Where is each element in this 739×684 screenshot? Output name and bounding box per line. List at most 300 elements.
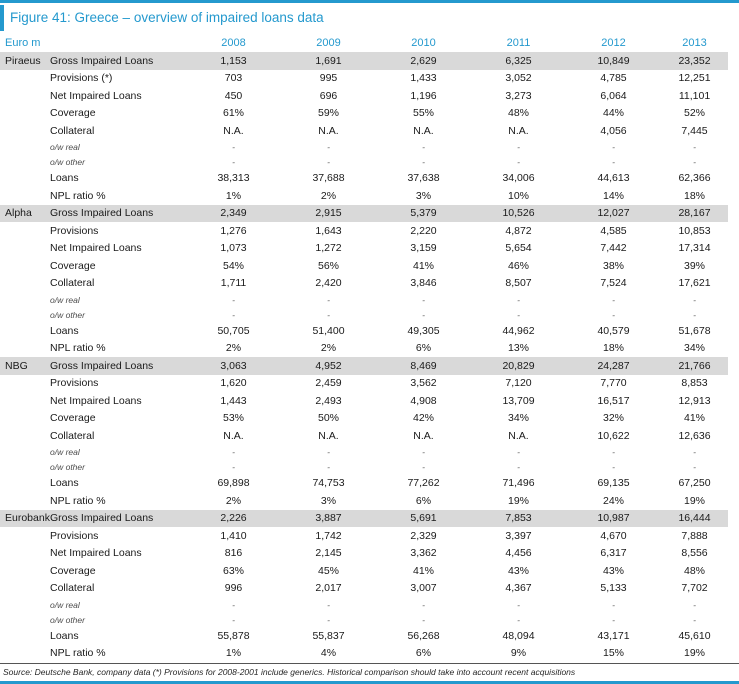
- value-cell: 67,250: [678, 477, 711, 490]
- bank-name: [0, 460, 50, 475]
- bank-name: [0, 475, 50, 493]
- value-cell: 71,496: [502, 477, 535, 490]
- value-cell: 37,688: [312, 172, 345, 185]
- bank-name: [0, 612, 50, 627]
- row-label: Collateral: [50, 124, 95, 137]
- bank-name: [0, 562, 50, 580]
- value-cell: N.A.: [508, 429, 529, 442]
- impaired-loans-table: [0, 33, 728, 662]
- row-label: o/w real: [50, 142, 80, 152]
- value-cell: 8,507: [505, 277, 532, 290]
- value-cell: 450: [224, 89, 243, 102]
- value-cell: 59%: [317, 107, 339, 120]
- source-note: Source: Deutsche Bank, company data (*) Provisions for 2008-2001 include generics. Historical comparison should take into account recent acquisitions: [3, 667, 576, 677]
- value-cell: -: [422, 462, 425, 472]
- value-cell: 13%: [507, 342, 529, 355]
- value-cell: 18%: [602, 342, 624, 355]
- value-cell: 8,556: [681, 547, 708, 560]
- value-cell: 23,352: [661, 52, 728, 70]
- table-row: [0, 475, 728, 493]
- value-cell: 2,226: [186, 510, 281, 528]
- value-cell: -: [422, 309, 425, 320]
- value-cell: -: [422, 614, 425, 625]
- row-label: o/w real: [50, 294, 80, 305]
- value-cell: 12,251: [678, 72, 711, 85]
- value-cell: -: [327, 599, 330, 610]
- value-cell: N.A.: [318, 124, 339, 137]
- year-header: 2012: [601, 36, 626, 49]
- bank-name: [0, 87, 50, 105]
- bank-name: [0, 275, 50, 293]
- table-row: [0, 307, 728, 322]
- value-cell: 3,273: [505, 89, 532, 102]
- value-cell: 2,420: [315, 277, 342, 290]
- value-cell: 4,670: [600, 529, 627, 542]
- value-cell: -: [693, 157, 696, 167]
- value-cell: 1,443: [220, 394, 247, 407]
- value-cell: -: [232, 599, 235, 610]
- bank-name: [0, 122, 50, 140]
- row-label: o/w other: [50, 309, 85, 320]
- value-cell: -: [232, 142, 235, 152]
- bank-name: Alpha: [0, 205, 50, 223]
- row-label: NPL ratio %: [50, 647, 106, 660]
- figure-title: Figure 41: Greece – overview of impaired loans data: [10, 10, 324, 25]
- value-cell: 39%: [683, 259, 705, 272]
- bank-name: [0, 322, 50, 340]
- value-cell: 6,317: [600, 547, 627, 560]
- value-cell: 4,908: [410, 394, 437, 407]
- row-label: o/w other: [50, 157, 85, 167]
- value-cell: 50,705: [217, 324, 250, 337]
- value-cell: 38,313: [217, 172, 250, 185]
- value-cell: 1%: [225, 189, 242, 202]
- bank-name: [0, 70, 50, 88]
- year-header: 2010: [411, 36, 436, 49]
- value-cell: 2,220: [410, 224, 437, 237]
- table-row: [0, 580, 728, 598]
- value-cell: 44%: [602, 107, 624, 120]
- value-cell: 21,766: [661, 357, 728, 375]
- bank-name: [0, 307, 50, 322]
- bank-name: [0, 627, 50, 645]
- value-cell: 48%: [683, 564, 705, 577]
- value-cell: 7,853: [471, 510, 566, 528]
- value-cell: 20,829: [471, 357, 566, 375]
- bank-name: [0, 155, 50, 170]
- value-cell: 2,349: [186, 205, 281, 223]
- table-row: [0, 105, 728, 123]
- value-cell: 995: [319, 72, 338, 85]
- value-cell: 1,196: [410, 89, 437, 102]
- table-row: [0, 322, 728, 340]
- value-cell: 52%: [683, 107, 705, 120]
- bank-name: [0, 392, 50, 410]
- value-cell: 3,362: [410, 547, 437, 560]
- value-cell: 34%: [683, 342, 705, 355]
- row-label: Gross Impaired Loans: [50, 357, 186, 375]
- value-cell: -: [693, 599, 696, 610]
- table-row: [0, 340, 728, 358]
- value-cell: 2,493: [315, 394, 342, 407]
- value-cell: -: [232, 447, 235, 457]
- value-cell: 2,329: [410, 529, 437, 542]
- value-cell: -: [517, 157, 520, 167]
- value-cell: 1,711: [220, 277, 247, 290]
- value-cell: 63%: [222, 564, 244, 577]
- value-cell: 2%: [225, 342, 242, 355]
- bank-name: [0, 645, 50, 663]
- value-cell: -: [327, 447, 330, 457]
- value-cell: 3,052: [505, 72, 532, 85]
- table-row: [0, 292, 728, 307]
- value-cell: 2%: [225, 494, 242, 507]
- table-row: [0, 410, 728, 428]
- value-cell: 44,613: [597, 172, 630, 185]
- value-cell: -: [612, 599, 615, 610]
- row-label: Gross Impaired Loans: [50, 205, 186, 223]
- bank-name: [0, 410, 50, 428]
- row-label: Loans: [50, 324, 79, 337]
- bank-name: Piraeus: [0, 52, 50, 70]
- value-cell: 17,621: [678, 277, 711, 290]
- value-cell: 18%: [683, 189, 705, 202]
- value-cell: 1,410: [220, 529, 247, 542]
- value-cell: -: [612, 142, 615, 152]
- bank-name: [0, 222, 50, 240]
- bank-name: [0, 597, 50, 612]
- value-cell: 42%: [412, 412, 434, 425]
- row-label: Collateral: [50, 277, 95, 290]
- table-row: [0, 52, 728, 70]
- value-cell: -: [422, 157, 425, 167]
- table-row: [0, 140, 728, 155]
- source-row: [0, 663, 739, 680]
- row-label: NPL ratio %: [50, 494, 106, 507]
- value-cell: 1,691: [281, 52, 376, 70]
- value-cell: 7,524: [600, 277, 627, 290]
- value-cell: 3,159: [410, 242, 437, 255]
- value-cell: -: [422, 142, 425, 152]
- value-cell: 1,276: [220, 224, 247, 237]
- value-cell: 74,753: [312, 477, 345, 490]
- value-cell: -: [693, 142, 696, 152]
- value-cell: -: [693, 614, 696, 625]
- table-row: [0, 155, 728, 170]
- table-row: [0, 597, 728, 612]
- table-row: [0, 275, 728, 293]
- value-cell: 3,063: [186, 357, 281, 375]
- row-label: Coverage: [50, 412, 96, 425]
- value-cell: 8,469: [376, 357, 471, 375]
- value-cell: 1%: [225, 647, 242, 660]
- bank-name: [0, 445, 50, 460]
- value-cell: -: [612, 309, 615, 320]
- value-cell: 34%: [507, 412, 529, 425]
- value-cell: N.A.: [318, 429, 339, 442]
- row-label: Loans: [50, 477, 79, 490]
- value-cell: 45,610: [678, 629, 711, 642]
- value-cell: 10,853: [678, 224, 711, 237]
- value-cell: -: [517, 142, 520, 152]
- value-cell: 37,638: [407, 172, 440, 185]
- value-cell: -: [422, 294, 425, 305]
- table-row: [0, 527, 728, 545]
- bank-name: [0, 170, 50, 188]
- value-cell: 48,094: [502, 629, 535, 642]
- value-cell: 10,622: [597, 429, 630, 442]
- bank-name: [0, 257, 50, 275]
- bank-name: [0, 527, 50, 545]
- value-cell: 69,135: [597, 477, 630, 490]
- bank-name: [0, 580, 50, 598]
- value-cell: 7,888: [681, 529, 708, 542]
- year-header: 2013: [682, 36, 707, 49]
- value-cell: 10,526: [471, 205, 566, 223]
- table-header-row: [0, 33, 728, 52]
- value-cell: 24,287: [566, 357, 661, 375]
- bank-name: [0, 187, 50, 205]
- value-cell: 6%: [415, 494, 432, 507]
- value-cell: -: [517, 294, 520, 305]
- row-label: o/w real: [50, 447, 80, 457]
- value-cell: 51,678: [678, 324, 711, 337]
- value-cell: 7,702: [681, 582, 708, 595]
- value-cell: -: [232, 157, 235, 167]
- value-cell: 2,629: [376, 52, 471, 70]
- row-label: NPL ratio %: [50, 189, 106, 202]
- value-cell: 1,272: [315, 242, 342, 255]
- value-cell: 15%: [602, 647, 624, 660]
- value-cell: -: [517, 309, 520, 320]
- value-cell: 3%: [415, 189, 432, 202]
- row-label: Coverage: [50, 259, 96, 272]
- row-label: Gross Impaired Loans: [50, 52, 186, 70]
- row-label: Provisions: [50, 224, 99, 237]
- table-row: [0, 375, 728, 393]
- value-cell: 7,445: [681, 124, 708, 137]
- value-cell: -: [327, 614, 330, 625]
- value-cell: 12,636: [678, 429, 711, 442]
- row-label: Loans: [50, 629, 79, 642]
- value-cell: 5,133: [600, 582, 627, 595]
- value-cell: 816: [224, 547, 243, 560]
- table-row: [0, 170, 728, 188]
- value-cell: 32%: [602, 412, 624, 425]
- value-cell: 14%: [602, 189, 624, 202]
- value-cell: 3,846: [410, 277, 437, 290]
- value-cell: 48%: [507, 107, 529, 120]
- value-cell: 1,620: [220, 377, 247, 390]
- value-cell: 16,517: [597, 394, 630, 407]
- value-cell: 4,056: [600, 124, 627, 137]
- value-cell: 46%: [507, 259, 529, 272]
- row-label: Collateral: [50, 429, 95, 442]
- figure-title-row: [0, 5, 739, 31]
- table-row: [0, 205, 728, 223]
- value-cell: 7,770: [600, 377, 627, 390]
- value-cell: 2%: [320, 342, 337, 355]
- value-cell: 5,691: [376, 510, 471, 528]
- value-cell: 4%: [320, 647, 337, 660]
- value-cell: 55%: [412, 107, 434, 120]
- row-label: Provisions (*): [50, 72, 113, 85]
- value-cell: 4,367: [505, 582, 532, 595]
- table-row: [0, 612, 728, 627]
- table-row: [0, 257, 728, 275]
- value-cell: -: [693, 462, 696, 472]
- value-cell: 34,006: [502, 172, 535, 185]
- row-label: Provisions: [50, 529, 99, 542]
- value-cell: -: [327, 294, 330, 305]
- value-cell: -: [232, 294, 235, 305]
- value-cell: 4,952: [281, 357, 376, 375]
- value-cell: 5,379: [376, 205, 471, 223]
- value-cell: 7,442: [600, 242, 627, 255]
- value-cell: 6,325: [471, 52, 566, 70]
- value-cell: -: [422, 599, 425, 610]
- year-header: 2011: [506, 36, 531, 49]
- bank-name: [0, 105, 50, 123]
- table-row: [0, 122, 728, 140]
- value-cell: 7,120: [505, 377, 532, 390]
- value-cell: 43,171: [597, 629, 630, 642]
- value-cell: N.A.: [413, 429, 434, 442]
- value-cell: 4,585: [600, 224, 627, 237]
- value-cell: 1,433: [410, 72, 437, 85]
- value-cell: 1,153: [186, 52, 281, 70]
- year-header: 2009: [316, 36, 341, 49]
- value-cell: -: [517, 447, 520, 457]
- value-cell: N.A.: [508, 124, 529, 137]
- value-cell: -: [327, 309, 330, 320]
- value-cell: 19%: [683, 494, 705, 507]
- unit-label: Euro m: [5, 36, 41, 49]
- value-cell: 12,913: [678, 394, 711, 407]
- value-cell: 28,167: [661, 205, 728, 223]
- value-cell: 17,314: [678, 242, 711, 255]
- value-cell: 2,915: [281, 205, 376, 223]
- row-label: Collateral: [50, 582, 95, 595]
- value-cell: 41%: [412, 564, 434, 577]
- value-cell: -: [232, 614, 235, 625]
- bank-name: Eurobank: [0, 510, 50, 528]
- bank-name: [0, 340, 50, 358]
- row-label: Provisions: [50, 377, 99, 390]
- value-cell: 40,579: [597, 324, 630, 337]
- table-row: [0, 392, 728, 410]
- table-row: [0, 645, 728, 663]
- value-cell: -: [612, 462, 615, 472]
- value-cell: 2%: [320, 189, 337, 202]
- value-cell: 703: [224, 72, 243, 85]
- table-row: [0, 445, 728, 460]
- value-cell: -: [612, 157, 615, 167]
- row-label: Net Impaired Loans: [50, 242, 142, 255]
- value-cell: 13,709: [502, 394, 535, 407]
- value-cell: -: [327, 157, 330, 167]
- value-cell: 56%: [317, 259, 339, 272]
- value-cell: 1,073: [220, 242, 247, 255]
- value-cell: 3,887: [281, 510, 376, 528]
- value-cell: 3,397: [505, 529, 532, 542]
- row-label: o/w other: [50, 462, 85, 472]
- value-cell: 2,017: [315, 582, 342, 595]
- value-cell: -: [693, 447, 696, 457]
- table-row: [0, 187, 728, 205]
- table-row: [0, 222, 728, 240]
- row-label: Net Impaired Loans: [50, 547, 142, 560]
- bank-name: [0, 140, 50, 155]
- value-cell: -: [232, 309, 235, 320]
- value-cell: 45%: [317, 564, 339, 577]
- value-cell: 55,878: [217, 629, 250, 642]
- value-cell: -: [517, 614, 520, 625]
- value-cell: N.A.: [413, 124, 434, 137]
- row-label: Net Impaired Loans: [50, 394, 142, 407]
- value-cell: 10%: [507, 189, 529, 202]
- value-cell: 50%: [317, 412, 339, 425]
- value-cell: 696: [319, 89, 338, 102]
- value-cell: 9%: [510, 647, 527, 660]
- value-cell: 3,562: [410, 377, 437, 390]
- value-cell: 8,853: [681, 377, 708, 390]
- value-cell: -: [517, 462, 520, 472]
- top-accent-rule: [0, 0, 739, 3]
- value-cell: 2,145: [315, 547, 342, 560]
- table-row: [0, 70, 728, 88]
- value-cell: 54%: [222, 259, 244, 272]
- row-label: Loans: [50, 172, 79, 185]
- value-cell: 41%: [412, 259, 434, 272]
- value-cell: 53%: [222, 412, 244, 425]
- value-cell: 6,064: [600, 89, 627, 102]
- value-cell: 6%: [415, 647, 432, 660]
- value-cell: 24%: [602, 494, 624, 507]
- value-cell: -: [693, 309, 696, 320]
- value-cell: 10,849: [566, 52, 661, 70]
- table-row: [0, 460, 728, 475]
- value-cell: 1,742: [315, 529, 342, 542]
- value-cell: -: [422, 447, 425, 457]
- value-cell: -: [612, 447, 615, 457]
- value-cell: -: [693, 294, 696, 305]
- value-cell: 41%: [683, 412, 705, 425]
- value-cell: 6%: [415, 342, 432, 355]
- bank-name: NBG: [0, 357, 50, 375]
- table-row: [0, 87, 728, 105]
- row-label: Gross Impaired Loans: [50, 510, 186, 528]
- value-cell: -: [612, 294, 615, 305]
- value-cell: 61%: [222, 107, 244, 120]
- row-label: o/w real: [50, 599, 80, 610]
- value-cell: 2,459: [315, 377, 342, 390]
- value-cell: N.A.: [223, 429, 244, 442]
- value-cell: 12,027: [566, 205, 661, 223]
- value-cell: 5,654: [505, 242, 532, 255]
- value-cell: 1,643: [315, 224, 342, 237]
- bank-name: [0, 375, 50, 393]
- row-label: o/w other: [50, 614, 85, 625]
- table-row: [0, 357, 728, 375]
- value-cell: 38%: [602, 259, 624, 272]
- table-row: [0, 510, 728, 528]
- value-cell: -: [327, 462, 330, 472]
- value-cell: 43%: [507, 564, 529, 577]
- value-cell: 4,456: [505, 547, 532, 560]
- row-label: Coverage: [50, 107, 96, 120]
- value-cell: 3%: [320, 494, 337, 507]
